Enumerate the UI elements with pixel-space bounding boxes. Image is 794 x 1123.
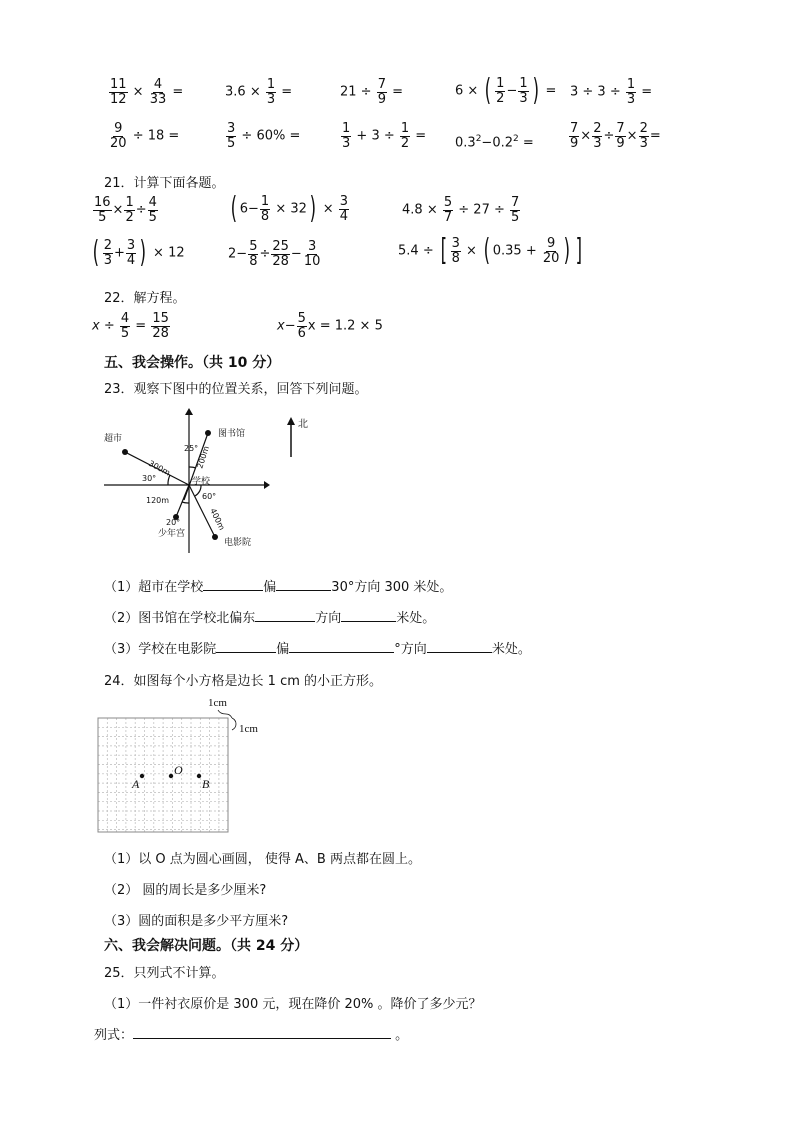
q23-part-1: （1）超市在学校 偏 30°方向 300 米处。	[104, 580, 453, 595]
question-23-title: 23．观察下图中的位置关系，回答下列问题。	[104, 382, 368, 397]
q23-part-3: （3）学校在电影院 偏 °方向 米处。	[104, 642, 531, 657]
q25-formula-line: 列式： 。	[94, 1028, 409, 1043]
q21-expr-6: 5.4 ÷ [ $\frac{3}{8}$ × ( 0.35 + $\frac{9}{20}$ ) ]	[398, 233, 583, 268]
question-24-title: 24．如图每个小方格是边长 1 cm 的小正方形。	[104, 674, 383, 689]
position-diagram	[98, 405, 328, 555]
section-5-heading: 五、我会操作。（共 10 分）	[104, 355, 281, 371]
blank[interactable]	[255, 609, 315, 622]
calc-1-3: 21 ÷ $\frac{7}{9}$ =	[340, 77, 404, 107]
calc-1-1: $\frac{11}{12}$ × $\frac{4}{33}$ =	[110, 77, 184, 107]
blank[interactable]	[276, 578, 331, 591]
q24-part-1: （1）以 O 点为圆心画圆， 使得 A、B 两点都在圆上。	[104, 852, 421, 867]
point-a-label: A	[132, 777, 140, 791]
blank[interactable]	[289, 640, 394, 653]
calc-2-4: $0.3^2-0.2^2$ =	[455, 134, 534, 151]
blank[interactable]	[203, 578, 263, 591]
q21-expr-5: 2− $\frac{5}{8}$ ÷ $\frac{25}{28}$ − $\frac{3}{10}$	[228, 239, 321, 269]
calc-2-3: $\frac{1}{3}$ + 3 ÷ $\frac{1}{2}$ =	[342, 121, 427, 151]
grid-top-label: 1cm	[208, 697, 227, 709]
q21-expr-3: 4.8 × $\frac{5}{7}$ ÷ 27 ÷ $\frac{7}{5}$	[402, 195, 520, 225]
question-25-title: 25．只列式不计算。	[104, 966, 225, 981]
calc-2-1: $\frac{9}{20}$ ÷ 18 =	[110, 121, 180, 151]
equation-1: x ÷ $\frac{4}{5}$ = $\frac{15}{28}$	[92, 311, 169, 341]
q25-part-1: （1）一件衬衣原价是 300 元，现在降价 20% 。降价了多少元？	[104, 997, 482, 1012]
calc-1-4: 6 × ( $\frac{1}{2}$ − $\frac{1}{3}$ ) =	[455, 73, 557, 108]
angle-30: 30°	[142, 474, 157, 483]
blank[interactable]	[427, 640, 492, 653]
q21-expr-4: ( $\frac{2}{3}$ + $\frac{3}{4}$ ) × 12	[92, 235, 185, 270]
dist-400: 400m	[208, 506, 227, 532]
question-21-title: 21．计算下面各题。	[104, 176, 225, 191]
q24-part-3: （3）圆的面积是多少平方厘米?	[104, 914, 289, 929]
supermarket-label: 超市	[104, 434, 123, 444]
calc-1-5: 3 ÷ 3 ÷ $\frac{1}{3}$ =	[570, 77, 653, 107]
dist-120: 120m	[146, 496, 170, 505]
formula-blank[interactable]	[133, 1026, 391, 1039]
dist-200: 200m	[195, 444, 212, 470]
calc-2-5: $\frac{7}{9}$ × $\frac{2}{3}$ ÷ $\frac{7}{9}$ × $\frac{2}{3}$ =	[570, 121, 661, 151]
point-o-label: O	[174, 763, 183, 777]
question-22-title: 22．解方程。	[104, 291, 186, 306]
calc-2-2: $\frac{3}{5}$ ÷ 60% =	[227, 121, 301, 151]
grid-side-label: 1cm	[239, 723, 258, 735]
grid-diagram	[96, 694, 276, 836]
angle-20: 20°	[166, 518, 181, 527]
blank[interactable]	[216, 640, 276, 653]
q24-part-2: （2） 圆的周长是多少厘米?	[104, 883, 267, 898]
calc-1-2: 3.6 × $\frac{1}{3}$ =	[225, 77, 293, 107]
angle-25: 25°	[184, 444, 199, 453]
angle-60: 60°	[202, 492, 217, 501]
library-label: 图书馆	[218, 429, 246, 439]
q21-expr-1: $\frac{16}{5}$ × $\frac{1}{2}$ ÷ $\frac{4}{5}$	[94, 195, 157, 225]
equation-2: x− $\frac{5}{6}$ x = 1.2 × 5	[277, 311, 383, 341]
q23-part-2: （2）图书馆在学校北偏东 方向 米处。	[104, 611, 436, 626]
point-b-label: B	[202, 777, 210, 791]
north-label: 北	[298, 419, 308, 430]
q21-expr-2: ( 6− $\frac{1}{8}$ × 32) × $\frac{3}{4}$	[230, 191, 349, 226]
dist-300: 300m	[147, 458, 172, 478]
cinema-label: 电影院	[224, 538, 252, 548]
youth-palace-label: 少年宫	[158, 529, 186, 539]
section-6-heading: 六、我会解决问题。（共 24 分）	[104, 938, 309, 954]
school-label: 学校	[192, 477, 211, 487]
blank[interactable]	[341, 609, 396, 622]
